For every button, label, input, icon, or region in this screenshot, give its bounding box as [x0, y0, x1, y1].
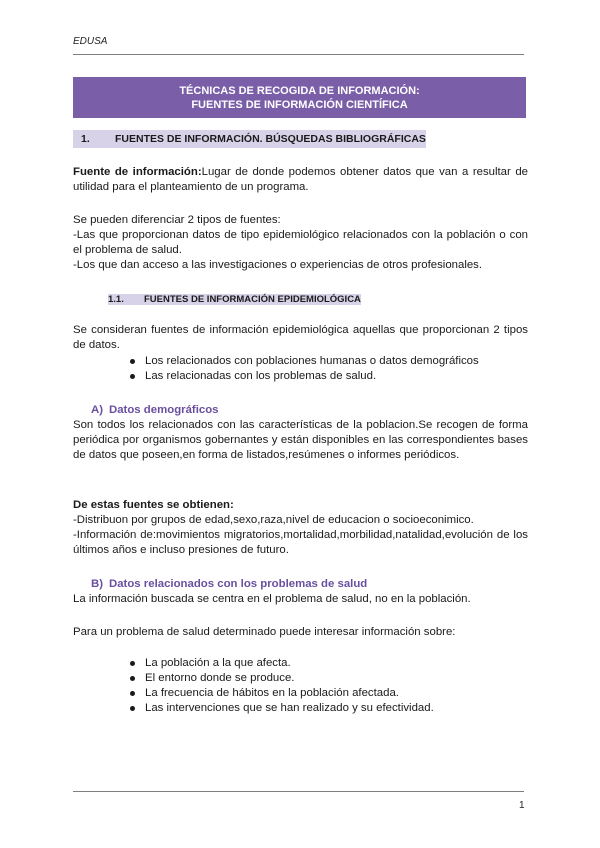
obtienen-paragraph	[73, 498, 528, 558]
list-item: La población a la que afecta.	[128, 656, 434, 671]
subsection-b-title: Datos relacionados con los problemas de salud	[109, 578, 368, 590]
title-line-2: FUENTES DE INFORMACIÓN CIENTÍFICA	[191, 98, 408, 111]
header-rule	[73, 54, 524, 55]
problema-bullet-list	[128, 656, 434, 716]
subsection-a-title: Datos demográficos	[109, 404, 219, 416]
section-1-heading	[73, 130, 426, 148]
tipos-paragraph	[73, 213, 528, 273]
epidemiologica-bullet-list	[128, 354, 479, 384]
obtienen-item-2: -Información de:movimientos migratorios,mortalidad,morbilidad,natalidad,evolución de los últimos años e incluso presiones de futuro.	[73, 529, 528, 556]
section-1-1-heading	[108, 292, 373, 308]
fuente-text: Lugar de donde podemos obtener datos que van a resultar de utilidad para el planteamiento de un programa.	[73, 166, 528, 193]
section-1-1-number: 1.1.	[108, 294, 124, 305]
section-1-title: FUENTES DE INFORMACIÓN. BÚSQUEDAS BIBLIOGRÁFICAS	[115, 133, 426, 145]
section-1-1-title: FUENTES DE INFORMACIÓN EPIDEMIOLÓGICA	[144, 294, 361, 305]
fuente-label: Fuente de información:	[73, 166, 202, 178]
header-brand: EDUSA	[73, 36, 108, 47]
list-item: El entorno donde se produce.	[128, 671, 434, 686]
tipos-item-1: -Las que proporcionan datos de tipo epidemiológico relacionados con la población o con el problema de salud.	[73, 229, 528, 256]
fuente-paragraph	[73, 165, 528, 195]
section-1-number: 1.	[81, 133, 90, 145]
page-number: 1	[519, 800, 525, 811]
subsection-a-paragraph: Son todos los relacionados con las características de la poblacion.Se recogen de forma periódica por organismos gobernantes y están disponibles en las correspondientes bases de datos que poseen,en forma de listados,resúmenes o informes periódicos.	[73, 419, 528, 461]
list-item: La frecuencia de hábitos en la población afectada.	[128, 686, 434, 701]
subsection-a-heading	[91, 403, 219, 418]
subsection-b-heading	[91, 577, 367, 592]
subsection-a-letter: A)	[91, 404, 104, 416]
obtienen-item-1: -Distribuon por grupos de edad,sexo,raza,nivel de educacion o socioeconimico.	[73, 514, 474, 526]
subsection-b-letter: B)	[91, 578, 104, 590]
title-banner	[73, 77, 526, 118]
tipos-item-2: -Los que dan acceso a las investigaciones o experiencias de otros profesionales.	[73, 259, 483, 271]
footer-rule	[73, 791, 524, 792]
problema-intro: Para un problema de salud determinado puede interesar información sobre:	[73, 626, 456, 638]
list-item: Las intervenciones que se han realizado y su efectividad.	[128, 701, 434, 716]
title-line-1: TÉCNICAS DE RECOGIDA DE INFORMACIÓN:	[179, 84, 420, 97]
list-item: Los relacionados con poblaciones humanas o datos demográficos	[128, 354, 479, 369]
obtienen-label: De estas fuentes se obtienen:	[73, 499, 234, 511]
list-item: Las relacionadas con los problemas de salud.	[128, 369, 479, 384]
tipos-intro: Se pueden diferenciar 2 tipos de fuentes:	[73, 214, 281, 226]
subsection-b-paragraph: La información buscada se centra en el problema de salud, no en la población.	[73, 593, 471, 605]
epidemiologica-paragraph: Se consideran fuentes de información epidemiológica aquellas que proporcionan 2 tipos de datos.	[73, 324, 528, 351]
